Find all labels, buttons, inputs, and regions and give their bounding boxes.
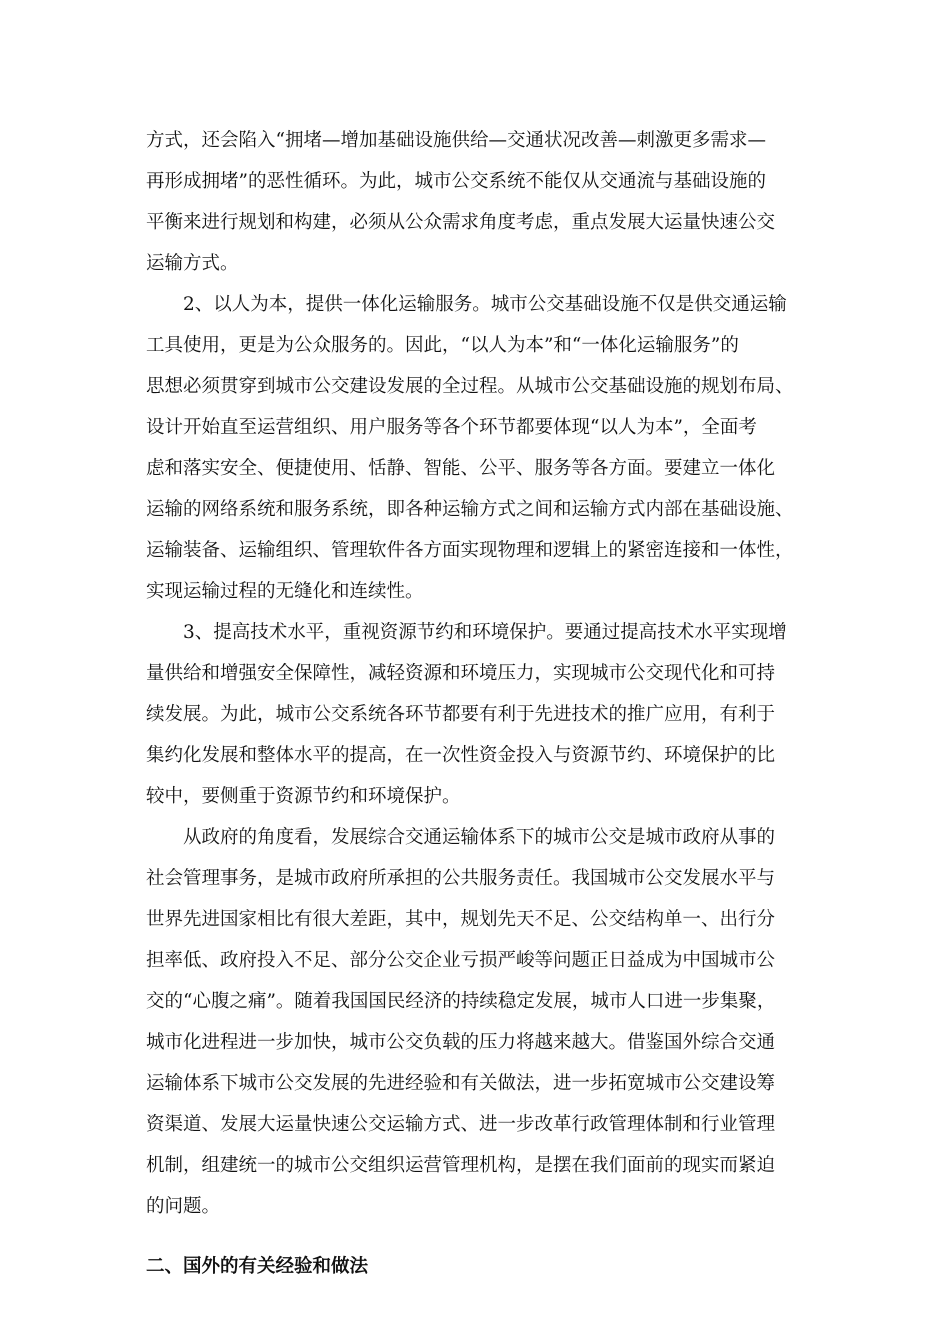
paragraph-3-line-5: 较中，要侧重于资源节约和环境保护。 — [146, 786, 461, 807]
paragraph-4-line-6: 城市化进程进一步加快，城市公交负载的压力将越来越大。借鉴国外综合交通 — [146, 1032, 776, 1053]
paragraph-4-line-5: 交的“心腹之痛”。随着我国国民经济的持续稳定发展，城市人口进一步集聚， — [146, 991, 776, 1012]
paragraph-2-line-1: 2、以人为本，提供一体化运输服务。城市公交基础设施不仅是供交通运输 — [183, 294, 787, 315]
paragraph-3-line-3: 续发展。为此，城市公交系统各环节都要有利于先进技术的推广应用，有利于 — [146, 704, 776, 725]
paragraph-1-line-2: 再形成拥堵”的恶性循环。为此，城市公交系统不能仅从交通流与基础设施的 — [146, 171, 766, 192]
section-heading: 二、国外的有关经验和做法 — [146, 1256, 369, 1277]
paragraph-1-line-4: 运输方式。 — [146, 253, 239, 274]
paragraph-3-line-1: 3、提高技术水平，重视资源节约和环境保护。要通过提高技术水平实现增 — [183, 622, 787, 643]
paragraph-3-line-4: 集约化发展和整体水平的提高，在一次性资金投入与资源节约、环境保护的比 — [146, 745, 776, 766]
paragraph-1-line-3: 平衡来进行规划和构建，必须从公众需求角度考虑，重点发展大运量快速公交 — [146, 212, 776, 233]
paragraph-4-line-1: 从政府的角度看，发展综合交通运输体系下的城市公交是城市政府从事的 — [183, 827, 776, 848]
paragraph-1-line-1: 方式，还会陷入“拥堵—增加基础设施供给—交通状况改善—刺激更多需求— — [146, 130, 766, 151]
paragraph-4-line-3: 世界先进国家相比有很大差距，其中，规划先天不足、公交结构单一、出行分 — [146, 909, 776, 930]
paragraph-4-line-4: 担率低、政府投入不足、部分公交企业亏损严峻等问题正日益成为中国城市公 — [146, 950, 776, 971]
paragraph-4-line-2: 社会管理事务，是城市政府所承担的公共服务责任。我国城市公交发展水平与 — [146, 868, 776, 889]
paragraph-2-line-5: 虑和落实安全、便捷使用、恬静、智能、公平、服务等各方面。要建立一体化 — [146, 458, 776, 479]
paragraph-2-line-7: 运输装备、运输组织、管理软件各方面实现物理和逻辑上的紧密连接和一体性， — [146, 540, 794, 561]
paragraph-2-line-8: 实现运输过程的无缝化和连续性。 — [146, 581, 424, 602]
paragraph-4-line-8: 资渠道、发展大运量快速公交运输方式、进一步改革行政管理体制和行业管理 — [146, 1114, 776, 1135]
paragraph-2-line-4: 设计开始直至运营组织、用户服务等各个环节都要体现“以人为本”，全面考 — [146, 417, 757, 438]
paragraph-2-line-2: 工具使用，更是为公众服务的。因此，“以人为本”和“一体化运输服务”的 — [146, 335, 739, 356]
paragraph-2-line-6: 运输的网络系统和服务系统，即各种运输方式之间和运输方式内部在基础设施、 — [146, 499, 794, 520]
paragraph-4-line-10: 的问题。 — [146, 1196, 221, 1217]
paragraph-4-line-9: 机制，组建统一的城市公交组织运营管理机构，是摆在我们面前的现实而紧迫 — [146, 1155, 776, 1176]
paragraph-3-line-2: 量供给和增强安全保障性，减轻资源和环境压力，实现城市公交现代化和可持 — [146, 663, 776, 684]
paragraph-4-line-7: 运输体系下城市公交发展的先进经验和有关做法，进一步拓宽城市公交建设筹 — [146, 1073, 776, 1094]
paragraph-2-line-3: 思想必须贯穿到城市公交建设发展的全过程。从城市公交基础设施的规划布局、 — [146, 376, 794, 397]
